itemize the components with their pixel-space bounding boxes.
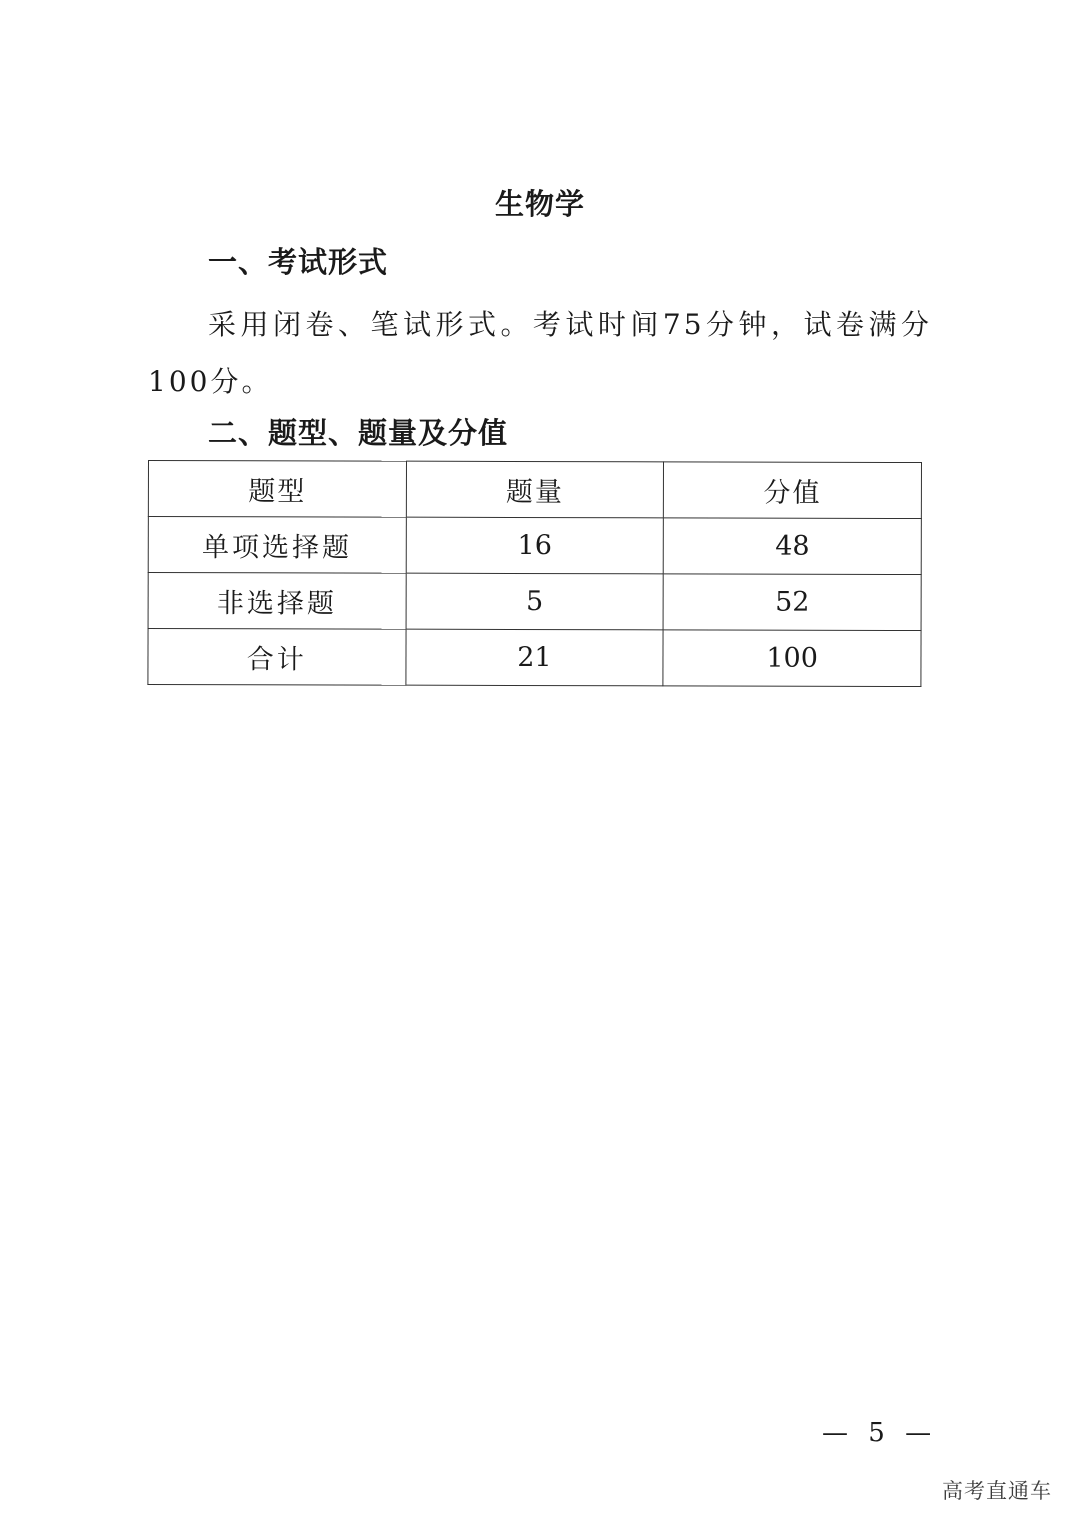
- section-heading-exam-format: 一、考试形式: [208, 245, 389, 279]
- row-question-count: 16: [406, 517, 664, 574]
- row-question-count: 5: [406, 573, 664, 630]
- watermark: 高考直通车: [942, 1479, 1052, 1503]
- document-title: 生物学: [494, 187, 585, 221]
- header-score: 分值: [664, 462, 922, 519]
- page-number: — 5 —: [822, 1418, 938, 1448]
- table-row: [148, 573, 921, 631]
- table-header-row: [148, 461, 921, 519]
- row-question-type: 非选择题: [148, 573, 406, 630]
- row-question-count: 21: [406, 629, 664, 686]
- exam-format-paragraph: 采用闭卷、笔试形式。考试时间75分钟，试卷满分100分。: [148, 308, 932, 398]
- row-score: 52: [663, 574, 921, 631]
- section-heading-question-types: 二、题型、题量及分值: [208, 416, 509, 450]
- row-question-type: 合计: [148, 629, 406, 686]
- row-question-type: 单项选择题: [148, 517, 406, 574]
- row-score: 48: [664, 518, 922, 575]
- table-row: [148, 517, 921, 575]
- header-question-type: 题型: [148, 461, 406, 518]
- header-question-count: 题量: [406, 461, 664, 518]
- table-row-total: [148, 629, 921, 687]
- question-score-table: [147, 460, 922, 687]
- row-score: 100: [663, 630, 921, 687]
